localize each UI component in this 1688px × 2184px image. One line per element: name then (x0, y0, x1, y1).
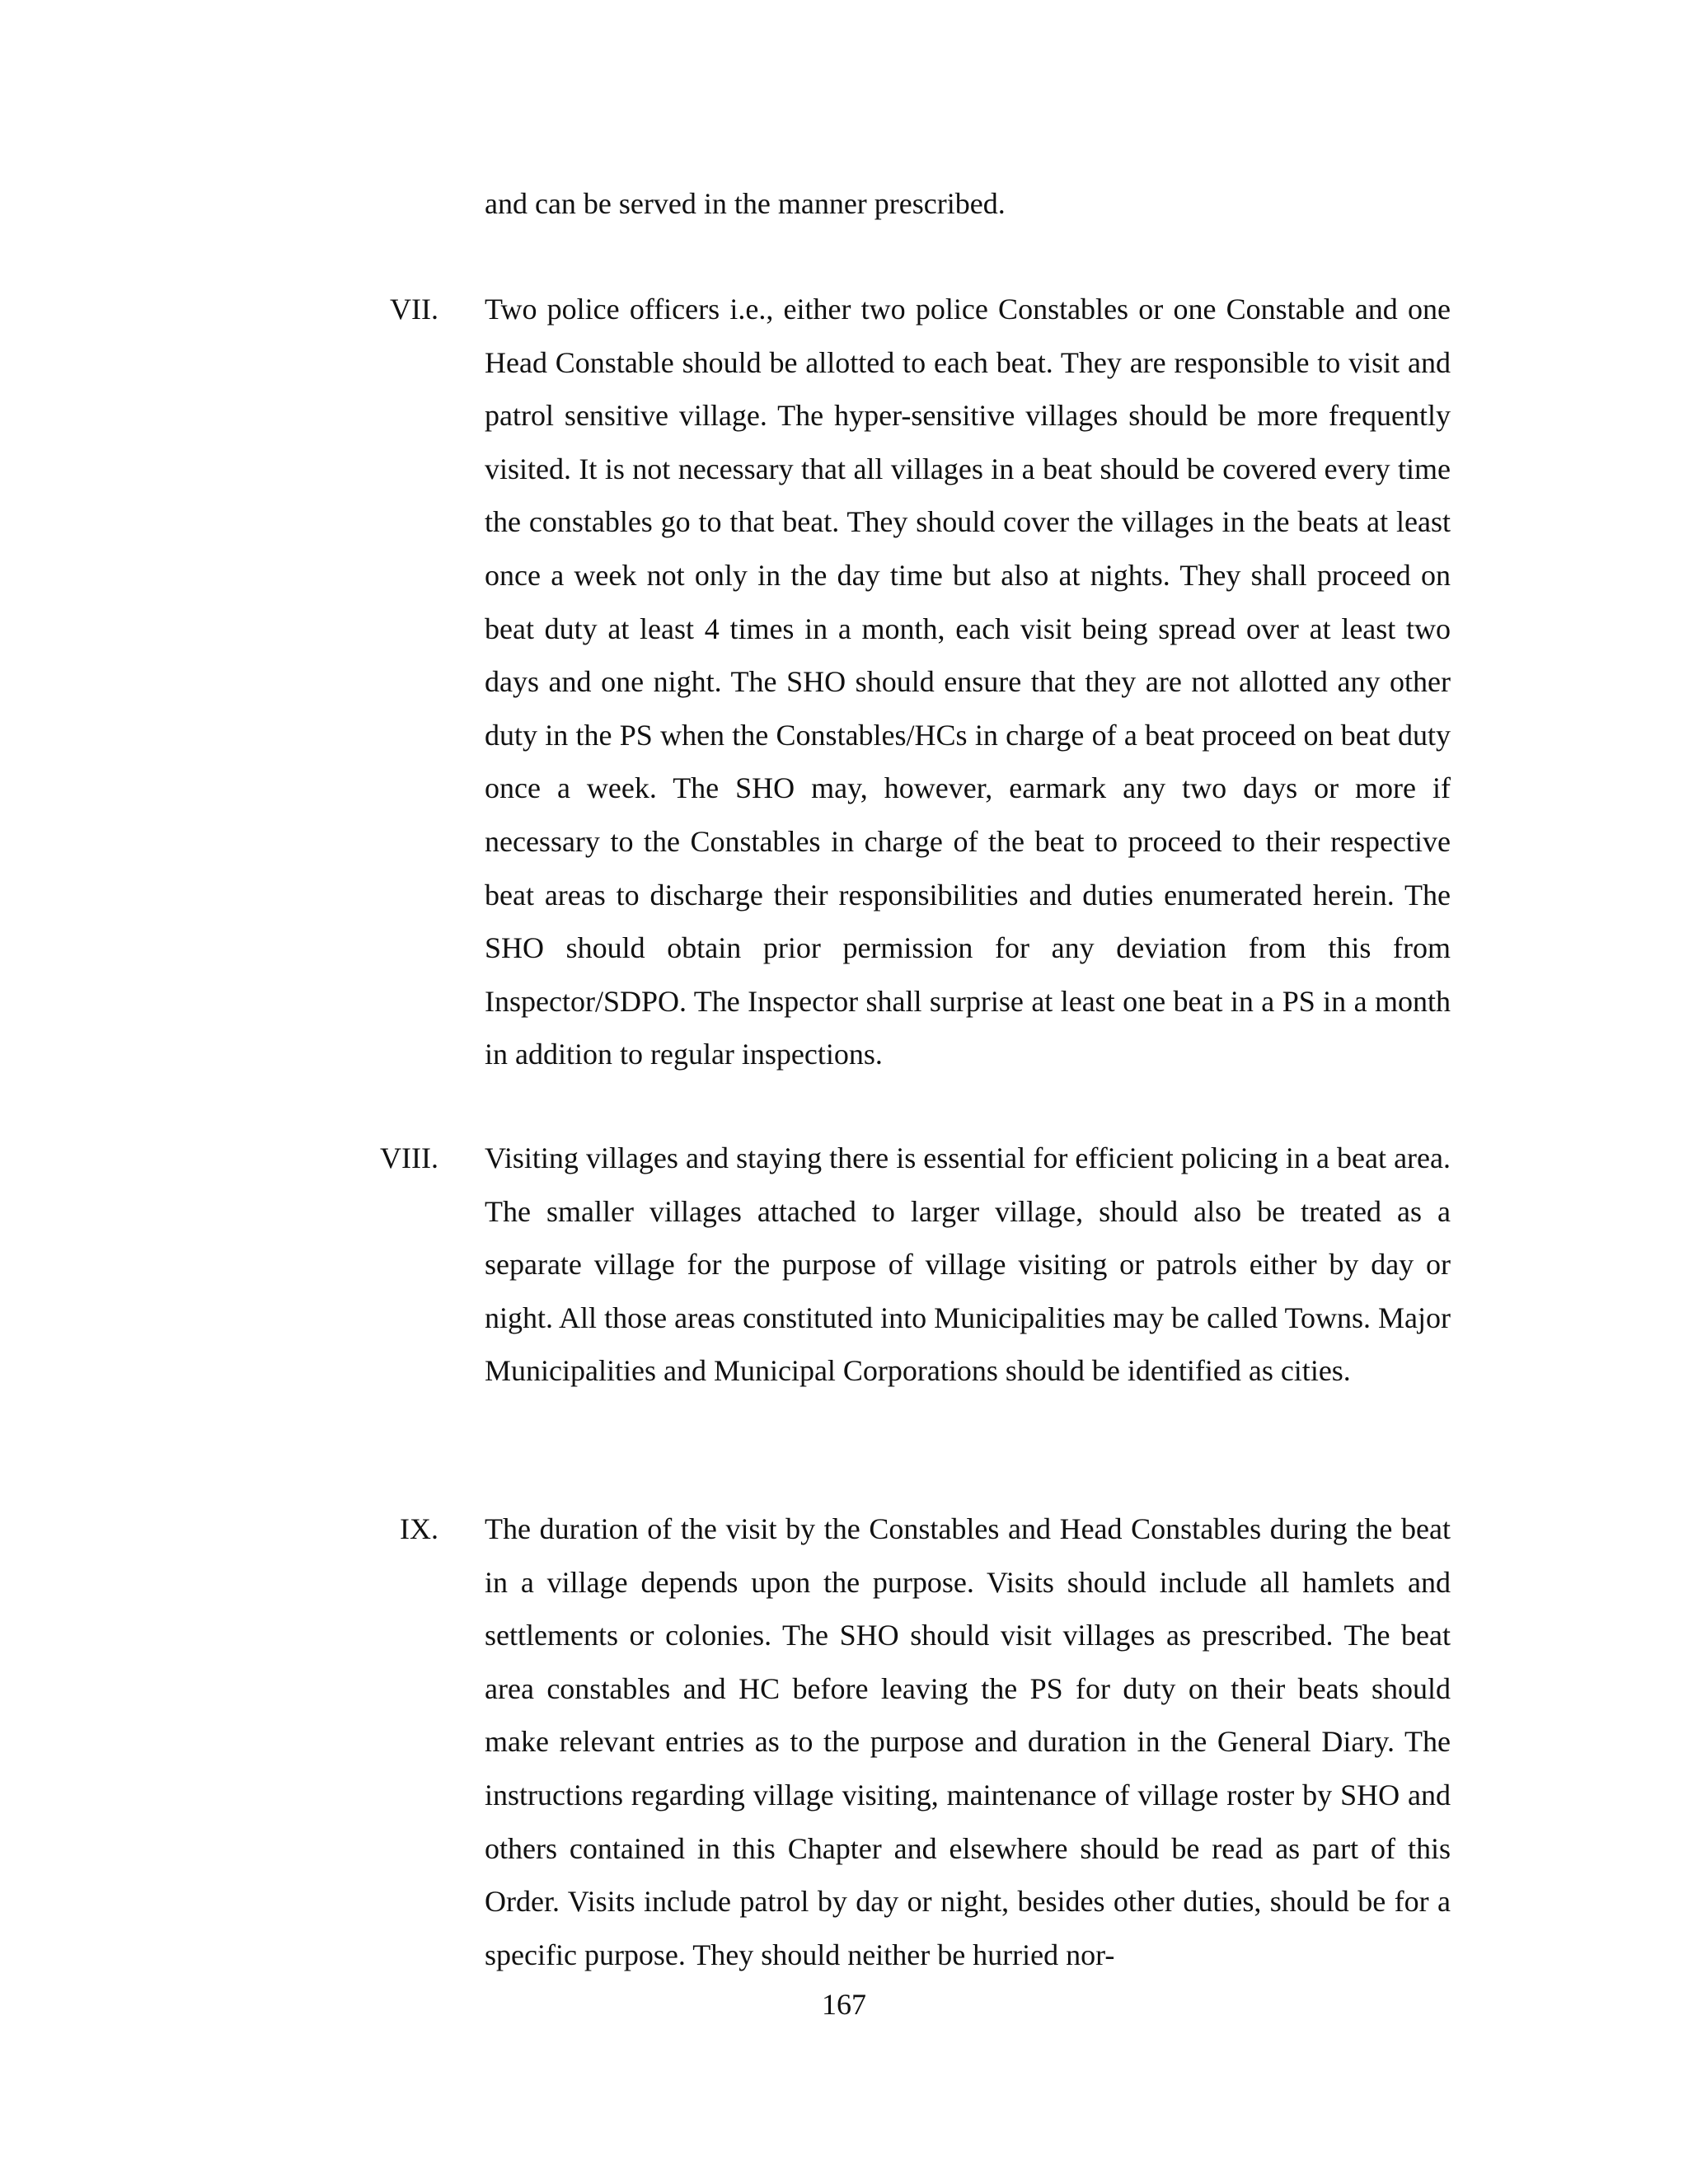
page-number: 167 (822, 1988, 866, 2021)
item-paragraph-viii: Visiting villages and staying there is essential for efficient policing in a beat area. The smaller villages attached to larger village, should also be treated as a separate village for the purpose of village visiting or patrols either by day or night. All those areas constituted into Municipalities may be called Towns. Major Municipalities and Municipal Corporations should be identified as cities. (485, 1141, 1451, 1388)
item-paragraph-vii: Two police officers i.e., either two police Constables or one Constable and one Head Constable should be allotted to each beat. They are responsible to visit and patrol sensitive village. The hyper-sensitive villages should be more frequently visited. It is not necessary that all villages in a beat should be covered every time the constables go to that beat. They should cover the villages in the beats at least once a week not only in the day time but also at nights. They shall proceed on beat duty at least 4 times in a month, each visit being spread over at least two days and one night. The SHO should ensure that they are not allotted any other duty in the PS when the Constables/HCs in charge of a beat proceed on beat duty once a week. The SHO may, however, earmark any two days or more if necessary to the Constables in charge of the beat to proceed to their respective beat areas to discharge their responsibilities and duties enumerated herein. The SHO should obtain prior permission for any deviation from this from Inspector/SDPO. The Inspector shall surprise at least one beat in a PS in a month in addition to regular inspections. (485, 293, 1451, 1071)
intro-paragraph: and can be served in the manner prescribed. (485, 187, 1006, 220)
item-paragraph-ix: The duration of the visit by the Constables and Head Constables during the beat in a village depends upon the purpose. Visits should include all hamlets and settlements or colonies. The SHO should visit villages as prescribed. The beat area constables and HC before leaving the PS for duty on their beats should make relevant entries as to the purpose and duration in the General Diary. The instructions regarding village visiting, maintenance of village roster by SHO and others contained in this Chapter and elsewhere should be read as part of this Order. Visits include patrol by day or night, besides other duties, should be for a specific purpose. They should neither be hurried nor- (485, 1512, 1451, 1971)
item-marker-vii: VII. (390, 293, 438, 326)
item-marker-viii: VIII. (380, 1141, 438, 1174)
item-marker-ix: IX. (400, 1512, 438, 1545)
